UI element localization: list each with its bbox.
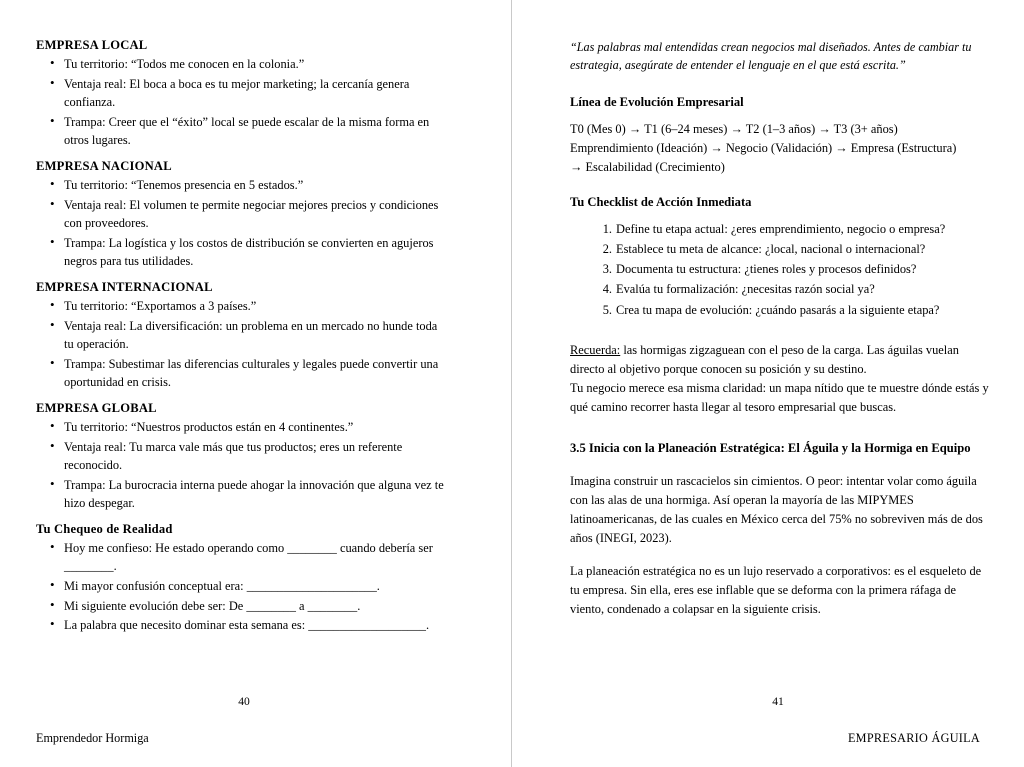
running-footer-left: Emprendedor Hormiga — [36, 731, 149, 745]
list-item: Evalúa tu formalización: ¿necesitas razón social ya? — [616, 282, 875, 297]
right-page — [512, 0, 1024, 767]
list-item: Establece tu meta de alcance: ¿local, nacional o internacional? — [616, 242, 926, 257]
section-empresa-internacional — [36, 280, 448, 392]
heading-linea-evolucion: Línea de Evolución Empresarial — [570, 94, 744, 109]
section-empresa-global — [36, 401, 448, 513]
spacer — [570, 431, 990, 439]
remember-label: Recuerda: — [570, 342, 621, 357]
list-item: • Mi siguiente evolución debe ser: De ________ a ________. — [64, 597, 448, 616]
page-number: 41 — [772, 695, 784, 708]
list-item: Define tu etapa actual: ¿eres emprendimiento, negocio o empresa? — [616, 221, 946, 236]
section-heading: EMPRESA GLOBAL — [36, 400, 157, 415]
list-item: • Ventaja real: El volumen te permite negociar mejores precios y condiciones con proveedores. — [64, 196, 448, 233]
section-heading: EMPRESA INTERNACIONAL — [36, 279, 213, 294]
list-item: • Tu territorio: “Todos me conocen en la colonia.” — [64, 55, 448, 74]
list-item: • Tu territorio: “Nuestros productos están en 4 continentes.” — [64, 418, 448, 437]
timeline-line-3: → Escalabilidad (Crecimiento) — [570, 159, 725, 174]
section-empresa-local — [36, 38, 448, 150]
running-footer-right: EMPRESARIO ÁGUILA — [847, 731, 980, 745]
list-item: • Trampa: Subestimar las diferencias culturales y legales puede convertir una oportunidad en crisis. — [64, 355, 448, 392]
page-number: 40 — [238, 695, 250, 708]
list-item: • Hoy me confieso: He estado operando como ________ cuando debería ser ________. — [64, 539, 448, 576]
heading-checklist: Tu Checklist de Acción Inmediata — [570, 194, 752, 209]
spacer — [570, 321, 990, 341]
list-item: • Mi mayor confusión conceptual era: _____________________. — [64, 577, 448, 596]
checklist-items — [570, 220, 990, 320]
list-item: Crea tu mapa de evolución: ¿cuándo pasarás a la siguiente etapa? — [616, 302, 940, 317]
timeline-line-2: Emprendimiento (Ideación) → Negocio (Validación) → Empresa (Estructura) — [570, 140, 957, 155]
list-item: • Trampa: Creer que el “éxito” local se puede escalar de la misma forma en otros lugares. — [64, 113, 448, 150]
body-paragraph-2: La planeación estratégica no es un lujo reservado a corporativos: es el esqueleto de tu empresa. Sin ella, eres ese inflable que se deforma con la primera ráfaga de viento, condenado a colapsar en la siguiente crisis. — [570, 563, 982, 616]
bullet-list — [36, 418, 448, 513]
list-item: • Ventaja real: El boca a boca es tu mejor marketing; la cercanía genera confianza. — [64, 75, 448, 112]
right-page-content — [570, 38, 990, 633]
heading-subsection-3-5: 3.5 Inicia con la Planeación Estratégica: El Águila y la Hormiga en Equipo — [570, 440, 971, 455]
body-paragraph-1: Imagina construir un rascacielos sin cimientos. O peor: intentar volar como águila con las alas de una hormiga. Así operan la mayoría de las MIPYMES latinoamericanas, de las cuales en México cerca del 75% no sobreviven más de dos años (INEGI, 2023). — [570, 473, 983, 545]
left-page-content — [36, 38, 448, 644]
remember-text-1: las hormigas zigzaguean con el peso de la carga. Las águilas vuelan directo al objetivo porque conocen su posición y su destino. — [570, 342, 959, 376]
bullet-list — [36, 539, 448, 635]
list-item: • Trampa: La logística y los costos de distribución se convierten en agujeros negros para tus utilidades. — [64, 234, 448, 271]
evolution-timeline — [570, 120, 990, 177]
list-item: • Tu territorio: “Tenemos presencia en 5 estados.” — [64, 176, 448, 195]
list-item: • Trampa: La burocracia interna puede ahogar la innovación que alguna vez te hizo despegar. — [64, 476, 448, 513]
bullet-list — [36, 55, 448, 150]
list-item: • Tu territorio: “Exportamos a 3 países.” — [64, 297, 448, 316]
epigraph-quote: “Las palabras mal entendidas crean negocios mal diseñados. Antes de cambiar tu estrategia, asegúrate de entender el lenguaje en el que está escrita.” — [570, 40, 972, 73]
list-item: • Ventaja real: Tu marca vale más que tus productos; eres un referente reconocido. — [64, 438, 448, 475]
section-heading: EMPRESA NACIONAL — [36, 158, 172, 173]
section-heading: EMPRESA LOCAL — [36, 38, 148, 52]
timeline-line-1: T0 (Mes 0) → T1 (6–24 meses) → T2 (1–3 años) → T3 (3+ años) — [570, 121, 898, 136]
list-item: Documenta tu estructura: ¿tienes roles y procesos definidos? — [616, 262, 917, 277]
bullet-list — [36, 297, 448, 392]
bullet-list — [36, 176, 448, 271]
remember-paragraph — [570, 341, 990, 379]
list-item: • La palabra que necesito dominar esta semana es: ___________________. — [64, 616, 448, 635]
section-empresa-nacional — [36, 159, 448, 271]
remember-paragraph-2: Tu negocio merece esa misma claridad: un mapa nítido que te muestre dónde estás y qué camino recorrer hasta llegar al tesoro empresarial que buscas. — [570, 380, 989, 414]
section-heading: Tu Chequeo de Realidad — [36, 521, 173, 536]
spacer — [570, 177, 990, 195]
list-item: • Ventaja real: La diversificación: un problema en un mercado no hunde toda tu operación. — [64, 317, 448, 354]
section-chequeo-realidad — [36, 522, 448, 635]
